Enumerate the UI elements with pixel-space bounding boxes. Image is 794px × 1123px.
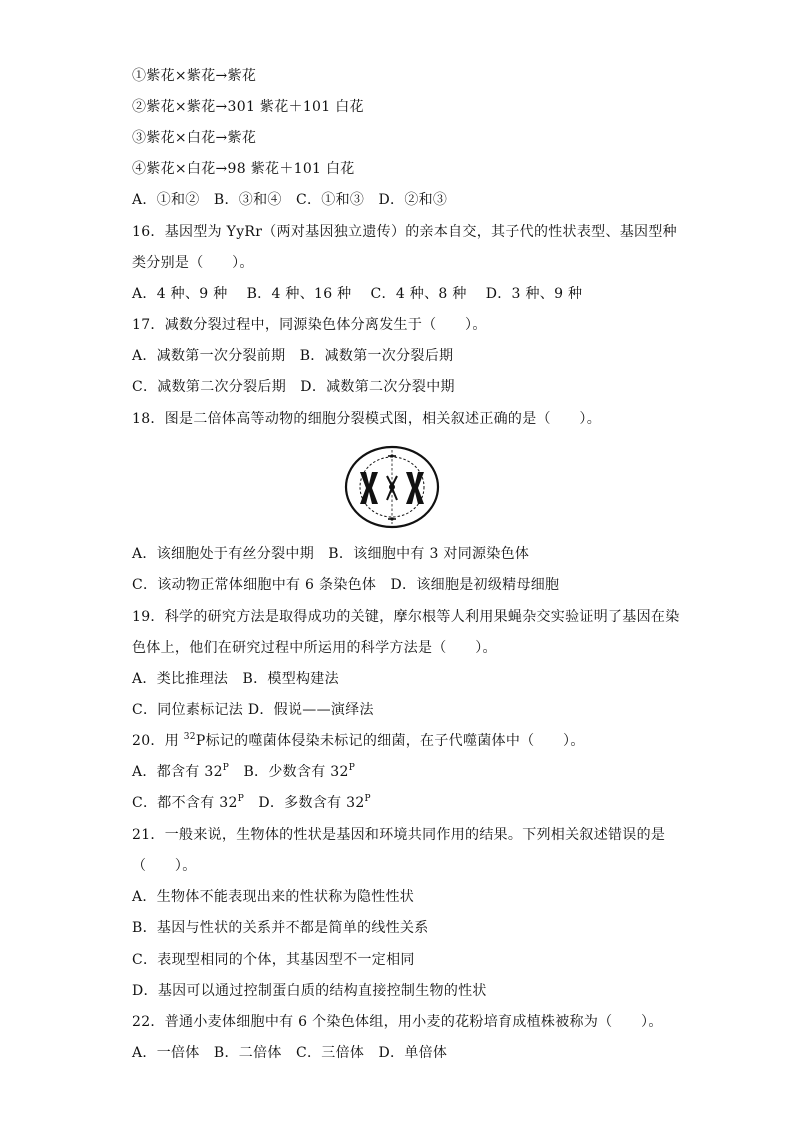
q16-options: A．4 种、9 种 B．4 种、16 种 C．4 种、8 种 D．3 种、9 种 (132, 286, 583, 302)
q19-stem-line-1: 19．科学的研究方法是取得成功的关键，摩尔根等人利用果蝇杂交实验证明了基因在染 (132, 609, 680, 625)
q21-option-b: B．基因与性状的关系并不都是简单的线性关系 (132, 920, 429, 936)
q19-stem-line-2: 色体上，他们在研究过程中所运用的科学方法是（ ）。 (132, 640, 497, 656)
isotope-element: P (195, 733, 206, 749)
q18-options-cd: C．该动物正常体细胞中有 6 条染色体 D．该细胞是初级精母细胞 (132, 577, 560, 593)
isotope-element: P (364, 794, 371, 804)
q20-options-cd (132, 793, 371, 813)
q15-cross-4: ④紫花×白花→98 紫花＋101 白花 (132, 161, 355, 177)
q21-option-d: D．基因可以通过控制蛋白质的结构直接控制生物的性状 (132, 983, 487, 999)
q19-options-cd: C．同位素标记法 D．假说——演绎法 (132, 702, 374, 718)
q20-stem-suffix: 标记的噬菌体侵染未标记的细菌，在子代噬菌体中（ ）。 (205, 733, 585, 749)
isotope-mass-number: 32 (219, 795, 238, 811)
q17-options-cd: C．减数第二次分裂后期 D．减数第二次分裂中期 (132, 379, 455, 395)
q21-stem-line-2: （ ）。 (132, 858, 197, 874)
isotope-mass-number: 32 (330, 764, 349, 780)
isotope-element: P (348, 763, 356, 773)
q20-option-d: D．多数含有 (244, 795, 347, 811)
q17-options-ab: A．减数第一次分裂前期 B．减数第一次分裂后期 (132, 348, 454, 364)
isotope-mass-number: 32 (183, 732, 196, 742)
q20-options-ab (132, 762, 355, 782)
isotope-mass-number: 32 (204, 764, 223, 780)
q20-stem-prefix: 20．用 (132, 733, 184, 749)
q21-stem-line-1: 21．一般来说，生物体的性状是基因和环境共同作用的结果。下列相关叙述错误的是 (132, 827, 666, 843)
cell-division-figure (342, 442, 442, 532)
chromosome-left (360, 472, 378, 504)
q15-cross-2: ②紫花×紫花→301 紫花＋101 白花 (132, 99, 364, 115)
q20-option-a: A．都含有 (132, 764, 205, 780)
q15-options: A．①和② B．③和④ C．①和③ D．②和③ (132, 192, 448, 208)
q18-options-ab: A．该细胞处于有丝分裂中期 B．该细胞中有 3 对同源染色体 (132, 546, 530, 562)
q15-cross-3: ③紫花×白花→紫花 (132, 130, 257, 146)
isotope-element: P (237, 794, 245, 804)
q16-stem-line-1: 16．基因型为 YyRr（两对基因独立遗传）的亲本自交，其子代的性状表型、基因型种 (132, 224, 677, 240)
q21-option-c: C．表现型相同的个体，其基因型不一定相同 (132, 952, 415, 968)
q20-option-b: B．少数含有 (229, 764, 331, 780)
q20-stem (132, 731, 585, 751)
pole-bottom (390, 517, 393, 520)
q19-options-ab: A．类比推理法 B．模型构建法 (132, 671, 339, 687)
chromosome-right (406, 472, 424, 504)
q18-stem: 18．图是二倍体高等动物的细胞分裂模式图，相关叙述正确的是（ ）。 (132, 411, 602, 427)
q21-option-a: A．生物体不能表现出来的性状称为隐性性状 (132, 889, 415, 905)
isotope-mass-number: 32 (346, 795, 365, 811)
isotope-element: P (222, 763, 230, 773)
q22-stem: 22．普通小麦体细胞中有 6 个染色体组，用小麦的花粉培育成植株被称为（ ）。 (132, 1014, 663, 1030)
q17-stem: 17．减数分裂过程中，同源染色体分离发生于（ ）。 (132, 317, 487, 333)
q20-option-c: C．都不含有 (132, 795, 220, 811)
q16-stem-line-2: 类分别是（ ）。 (132, 255, 254, 271)
q15-cross-1: ①紫花×紫花→紫花 (132, 68, 257, 84)
q22-options: A．一倍体 B．二倍体 C．三倍体 D．单倍体 (132, 1045, 448, 1061)
pole-top (390, 454, 393, 457)
